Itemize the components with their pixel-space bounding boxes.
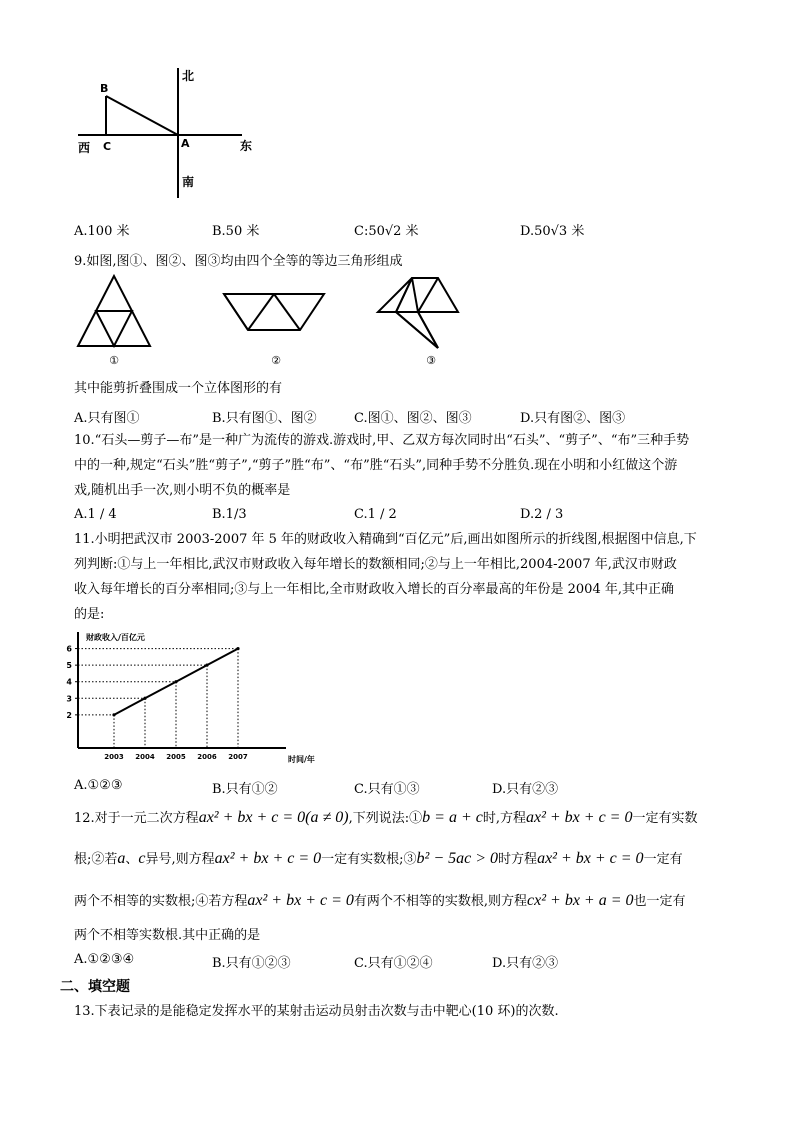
q12-text-2e: 时方程 bbox=[498, 852, 538, 867]
q12-line-3 bbox=[74, 893, 686, 910]
data-point bbox=[143, 697, 146, 700]
q10-option-d: D.2 / 3 bbox=[520, 507, 564, 522]
label-south: 南 bbox=[182, 175, 195, 189]
y-tick-label: 5 bbox=[66, 661, 72, 671]
q12-equation-2: ax² + bx + c = 0 bbox=[214, 850, 322, 867]
q11-line-4: 的是: bbox=[74, 607, 105, 622]
q12-equation: ax² + bx + c = 0(a ≠ 0) bbox=[198, 809, 349, 826]
label-north: 北 bbox=[182, 69, 195, 83]
revenue-line-chart bbox=[64, 628, 324, 768]
q12-text-1b: ,下列说法:① bbox=[348, 811, 423, 826]
y-tick-label: 3 bbox=[66, 694, 72, 704]
label-east: 东 bbox=[240, 139, 253, 153]
q11-line-1: 11.小明把武汉市 2003-2007 年 5 年的财政收入精确到“百亿元”后,画出如图所示的折线图,根据图中信息,下 bbox=[74, 532, 697, 547]
q12-line-4: 两个不相等实数根.其中正确的是 bbox=[74, 928, 261, 943]
q10-line-2: 中的一种,规定“石头”胜“剪子”,“剪子”胜“布”、“布”胜“石头”,同种手势不分胜负.现在小明和小红做这个游 bbox=[74, 458, 678, 473]
y-tick-label: 4 bbox=[66, 677, 72, 687]
x-tick-label: 2006 bbox=[197, 753, 217, 761]
q12-var-c: c bbox=[138, 850, 146, 867]
q12-text-2d: 一定有实数根;③ bbox=[321, 852, 417, 867]
net-figure-1 bbox=[78, 276, 150, 346]
q11-line-2: 列判断:①与上一年相比,武汉市财政收入每年增长的数额相同;②与上一年相比,2004-2007 年,武汉市财政 bbox=[74, 557, 677, 572]
q10-option-b: B.1/3 bbox=[212, 507, 247, 522]
q12-condition-3: b² − 5ac > 0 bbox=[416, 850, 499, 867]
data-point bbox=[112, 713, 115, 716]
x-tick-label: 2007 bbox=[228, 753, 248, 761]
q12-equation-4: ax² + bx + c = 0 bbox=[247, 892, 354, 909]
q8-option-c: C:50√2 米 bbox=[354, 224, 419, 239]
q11-option-b: B.只有①② bbox=[212, 782, 278, 797]
q8-option-a: A.100 米 bbox=[74, 224, 130, 239]
label-b: B bbox=[100, 82, 109, 95]
q10-line-3: 戏,随机出手一次,则小明不负的概率是 bbox=[74, 483, 291, 498]
q12-text-3b: 有两个不相等的实数根,则方程 bbox=[353, 894, 528, 909]
q11-option-c: C.只有①③ bbox=[354, 782, 420, 797]
q12-text-1a: 12.对于一元二次方程 bbox=[74, 811, 199, 826]
label-c: C bbox=[103, 140, 112, 153]
q8-option-d: D.50√3 米 bbox=[520, 224, 585, 239]
q13-text: 13.下表记录的是能稳定发挥水平的某射击运动员射击次数与击中靶心(10 环)的次数. bbox=[74, 1004, 559, 1019]
segment-ba bbox=[106, 96, 178, 135]
q9-option-a: A.只有图① bbox=[74, 411, 140, 426]
section-heading: 二、填空题 bbox=[60, 979, 130, 995]
q10-option-c: C.1 / 2 bbox=[354, 507, 397, 522]
q12-text-2c: 异号,则方程 bbox=[145, 852, 215, 867]
q12-line-2 bbox=[74, 851, 683, 868]
q11-line-3: 收入每年增长的百分率相同;③与上一年相比,全市财政收入增长的百分率最高的年份是 2004 年,其中正确 bbox=[74, 582, 674, 597]
y-tick-label: 6 bbox=[66, 644, 72, 654]
q12-option-b: B.只有①②③ bbox=[212, 956, 291, 971]
q12-text-3c: 也一定有 bbox=[633, 894, 686, 909]
net-label-3: ③ bbox=[426, 354, 436, 367]
q12-text-2f: 一定有 bbox=[643, 852, 683, 867]
q12-option-d: D.只有②③ bbox=[492, 956, 559, 971]
net-figure-2 bbox=[224, 294, 324, 330]
q9-option-b: B.只有图①、图② bbox=[212, 411, 317, 426]
q12-equation-swap: cx² + bx + a = 0 bbox=[527, 892, 634, 909]
q12-text-2b: 、 bbox=[125, 852, 139, 867]
q10-line-1: 10.“石头—剪子—布”是一种广为流传的游戏.游戏时,甲、乙双方每次同时出“石头”、“剪子”、“布”三种手势 bbox=[74, 433, 690, 448]
q11-option-a: A.①②③ bbox=[74, 778, 123, 793]
q10-option-a: A.1 / 4 bbox=[74, 507, 117, 522]
x-tick-label: 2003 bbox=[104, 753, 124, 761]
q9-option-c: C.图①、图②、图③ bbox=[354, 411, 472, 426]
x-tick-label: 2004 bbox=[135, 753, 155, 761]
label-a: A bbox=[181, 137, 190, 150]
chart-y-label: 财政收入/百亿元 bbox=[86, 633, 145, 642]
data-point bbox=[205, 664, 208, 667]
q12-line-1 bbox=[74, 810, 698, 827]
q11-option-d: D.只有②③ bbox=[492, 782, 559, 797]
x-tick-label: 2005 bbox=[166, 753, 186, 761]
net-figure-3 bbox=[378, 278, 458, 348]
label-west: 西 bbox=[78, 141, 91, 155]
chart-x-label: 时间/年 bbox=[288, 755, 315, 764]
q12-equation-3: ax² + bx + c = 0 bbox=[537, 850, 644, 867]
q12-option-c: C.只有①②④ bbox=[354, 956, 433, 971]
q12-text-1c: 时,方程 bbox=[482, 811, 526, 826]
data-point bbox=[236, 647, 239, 650]
q9-question: 其中能剪折叠围成一个立体图形的有 bbox=[74, 381, 283, 396]
q12-condition-1: b = a + c bbox=[422, 809, 483, 826]
q8-option-b: B.50 米 bbox=[212, 224, 260, 239]
q12-text-2a: 根;②若 bbox=[74, 852, 118, 867]
y-tick-label: 2 bbox=[66, 710, 72, 720]
q12-text-3a: 两个不相等的实数根;④若方程 bbox=[74, 894, 248, 909]
q12-text-1d: 一定有实数 bbox=[632, 811, 698, 826]
net-label-1: ① bbox=[109, 354, 119, 367]
q12-equation-1: ax² + bx + c = 0 bbox=[525, 809, 633, 826]
compass-figure bbox=[70, 66, 270, 206]
data-point bbox=[174, 680, 177, 683]
net-label-2: ② bbox=[271, 354, 281, 367]
q9-option-d: D.只有图②、图③ bbox=[520, 411, 626, 426]
q9-stem: 9.如图,图①、图②、图③均由四个全等的等边三角形组成 bbox=[74, 254, 403, 269]
net-figures bbox=[74, 272, 494, 372]
q12-var-a: a bbox=[117, 850, 126, 867]
q12-option-a: A.①②③④ bbox=[74, 952, 135, 967]
